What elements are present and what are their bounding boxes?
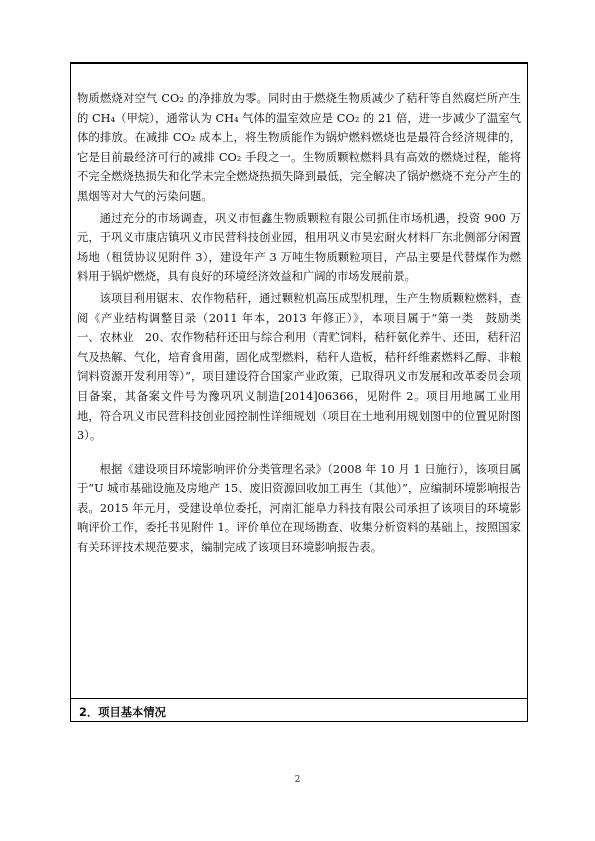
section-heading: 2．项目基本情况: [79, 706, 166, 719]
paragraph-4: 根据《建设项目环境影响评价分类管理名录》（2008 年 10 月 1 日施行），该项目属于“U 城市基础设施及房地产 15、废旧资源回收加工再生（其他）”，应编制环境影响报告表。2015 年元月，受建设单位委托，河南汇能阜力科技有限公司承担了该项目的环境影响评价工作，委托书见附件 1。评价单位在现场勘查、收集分析资料的基础上，按照国家有关环评技术规范要求，编制完成了该项目环境影响报告表。: [77, 462, 521, 555]
body-text: [77, 89, 533, 558]
section-divider: [71, 698, 527, 699]
paragraph-2: 通过充分的市场调查，巩义市恒鑫生物质颗粒有限公司抓住市场机遇，投资 900 万元，于巩义市康店镇巩义市民营科技创业园，租用巩义市昊宏耐火材料厂东北侧部分闲置场地（租赁协议见附件 3），建设年产 3 万吨生物质颗粒项目，产品主要是代替煤作为燃料用于锅炉燃烧，具有良好的环境经济效益和广阔的市场发展前景。: [77, 211, 521, 284]
paragraph-1: 物质燃烧对空气 CO₂ 的净排放为零。同时由于燃烧生物质减少了秸秆等自然腐烂所产生的 CH₄（甲烷），通常认为 CH₄ 气体的温室效应是 CO₂ 的 21 倍，进一步减少了温室气体的排放。在减排 CO₂ 成本上，将生物质能作为锅炉燃料燃烧也是最符合经济规律的，它是目前最经济可行的减排 CO₂ 手段之一。生物质颗粒燃料具有高效的燃烧过程，能将不完全燃烧热损失和化学未完全燃烧热损失降到最低，完全解决了锅炉燃烧不充分产生的黑烟等对大气的污染问题。: [77, 92, 521, 203]
page-number: 2: [294, 775, 301, 785]
content-frame: [70, 62, 533, 722]
top-rule: [71, 63, 527, 64]
paragraph-3: 该项目利用锯末、农作物秸秆，通过颗粒机高压成型机理，生产生物质颗粒燃料，查阅《产业结构调整目录（2011 年本，2013 年修正）》，本项目属于“第一类 鼓励类 一、农林业 20、农作物秸秆还田与综合利用（青贮饲料，秸秆氨化养牛、还田，秸秆沼气及热解、气化，培育食用菌，固化成型燃料，秸秆人造板，秸秆纤维素燃料乙醇、非粮饲料资源开发利用等）”，项目建设符合国家产业政策，已取得巩义市发展和改革委员会项目备案，其备案文件号为豫巩巩义制造[2014]06366，见附件 2。项目用地属工业用地，符合巩义市民营科技创业园控制性详细规划（项目在土地利用规划图中的位置见附图 3）。: [77, 291, 533, 443]
